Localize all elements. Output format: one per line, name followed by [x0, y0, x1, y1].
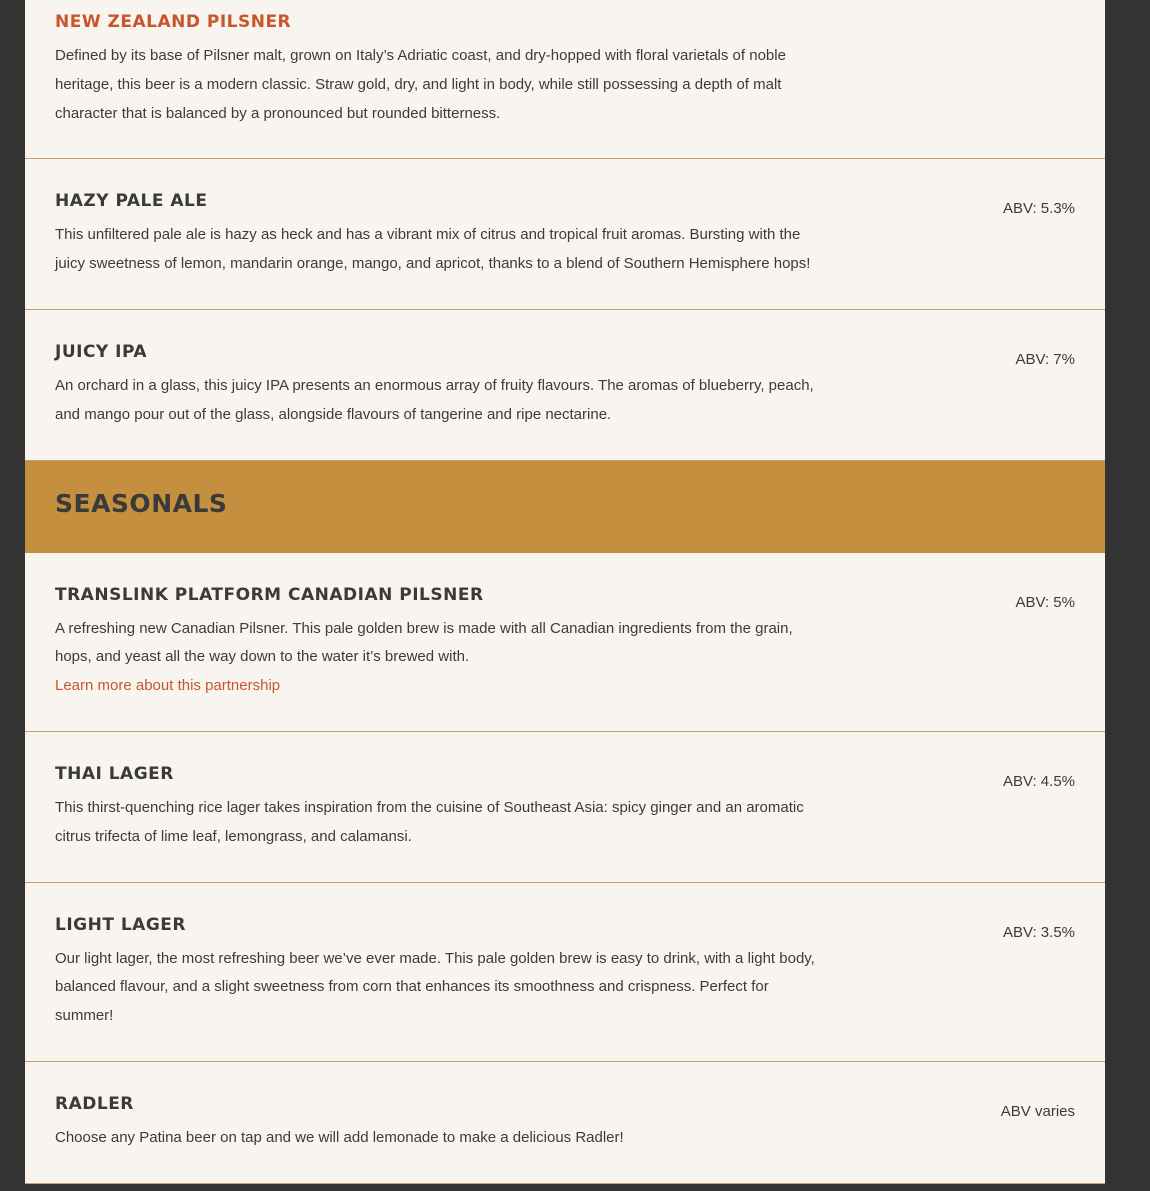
- item-name: JUICY IPA: [55, 341, 148, 362]
- item-description: A refreshing new Canadian Pilsner. This pale golden brew is made with all Canadian ingredients from the grain, hops, and yeast all the way down to the water it’s brewed with.: [55, 619, 793, 666]
- item-name: THAI LAGER: [55, 763, 174, 784]
- section-title: SEASONALS: [55, 488, 228, 518]
- item-description: Our light lager, the most refreshing beer we’ve ever made. This pale golden brew is easy to drink, with a light body, balanced flavour, and a slight sweetness from corn that enhances its smoothness and crispness. Perfect for summer!: [55, 949, 815, 1025]
- menu-item-juicy-ipa: [25, 310, 1105, 461]
- item-abv: ABV: 3.5%: [1003, 923, 1075, 941]
- menu-item-light-lager: [25, 883, 1105, 1062]
- item-description: An orchard in a glass, this juicy IPA presents an enormous array of fruity flavours. The aromas of blueberry, peach, and mango pour out of the glass, alongside flavours of tangerine and ripe nectarine.: [55, 376, 814, 423]
- item-name: RADLER: [55, 1093, 134, 1114]
- menu-item-thai-lager: [25, 732, 1105, 883]
- partnership-link[interactable]: Learn more about this partnership: [55, 677, 281, 695]
- item-description: This unfiltered pale ale is hazy as heck and has a vibrant mix of citrus and tropical fruit aromas. Bursting with the juicy sweetness of lemon, mandarin orange, mango, and apricot, thanks to a blend of Southern Hemisphere hops!: [55, 226, 811, 273]
- item-name: HAZY PALE ALE: [55, 191, 208, 212]
- item-name: LIGHT LAGER: [55, 914, 186, 935]
- item-description: Defined by its base of Pilsner malt, grown on Italy’s Adriatic coast, and dry-hopped with floral varietals of noble heritage, this beer is a modern classic. Straw gold, dry, and light in body, while still possessing a depth of malt character that is balanced by a pronounced but rounded bitterness.: [55, 47, 786, 122]
- item-abv: ABV: 7%: [1015, 350, 1075, 368]
- menu-item-translink-pilsner: [25, 553, 1105, 732]
- menu-item-radler: [25, 1062, 1105, 1184]
- menu-item-hazy-pale-ale: [25, 159, 1105, 310]
- menu-item-new-zealand-pilsner: [25, 0, 1105, 159]
- item-description: This thirst-quenching rice lager takes inspiration from the cuisine of Southeast Asia: spicy ginger and an aromatic citrus trifecta of lime leaf, lemongrass, and calamansi.: [55, 798, 804, 845]
- beer-menu: [25, 0, 1105, 1184]
- item-abv: ABV varies: [1000, 1102, 1075, 1120]
- item-description: Choose any Patina beer on tap and we will add lemonade to make a delicious Radler!: [55, 1128, 624, 1146]
- item-abv: ABV: 5%: [1015, 593, 1075, 611]
- section-header-seasonals: [25, 461, 1105, 553]
- item-abv: ABV: 5.3%: [1003, 200, 1075, 218]
- item-abv: ABV: 4.5%: [1003, 772, 1075, 790]
- item-name: TRANSLINK PLATFORM CANADIAN PILSNER: [55, 584, 484, 605]
- item-name: NEW ZEALAND PILSNER: [55, 12, 292, 32]
